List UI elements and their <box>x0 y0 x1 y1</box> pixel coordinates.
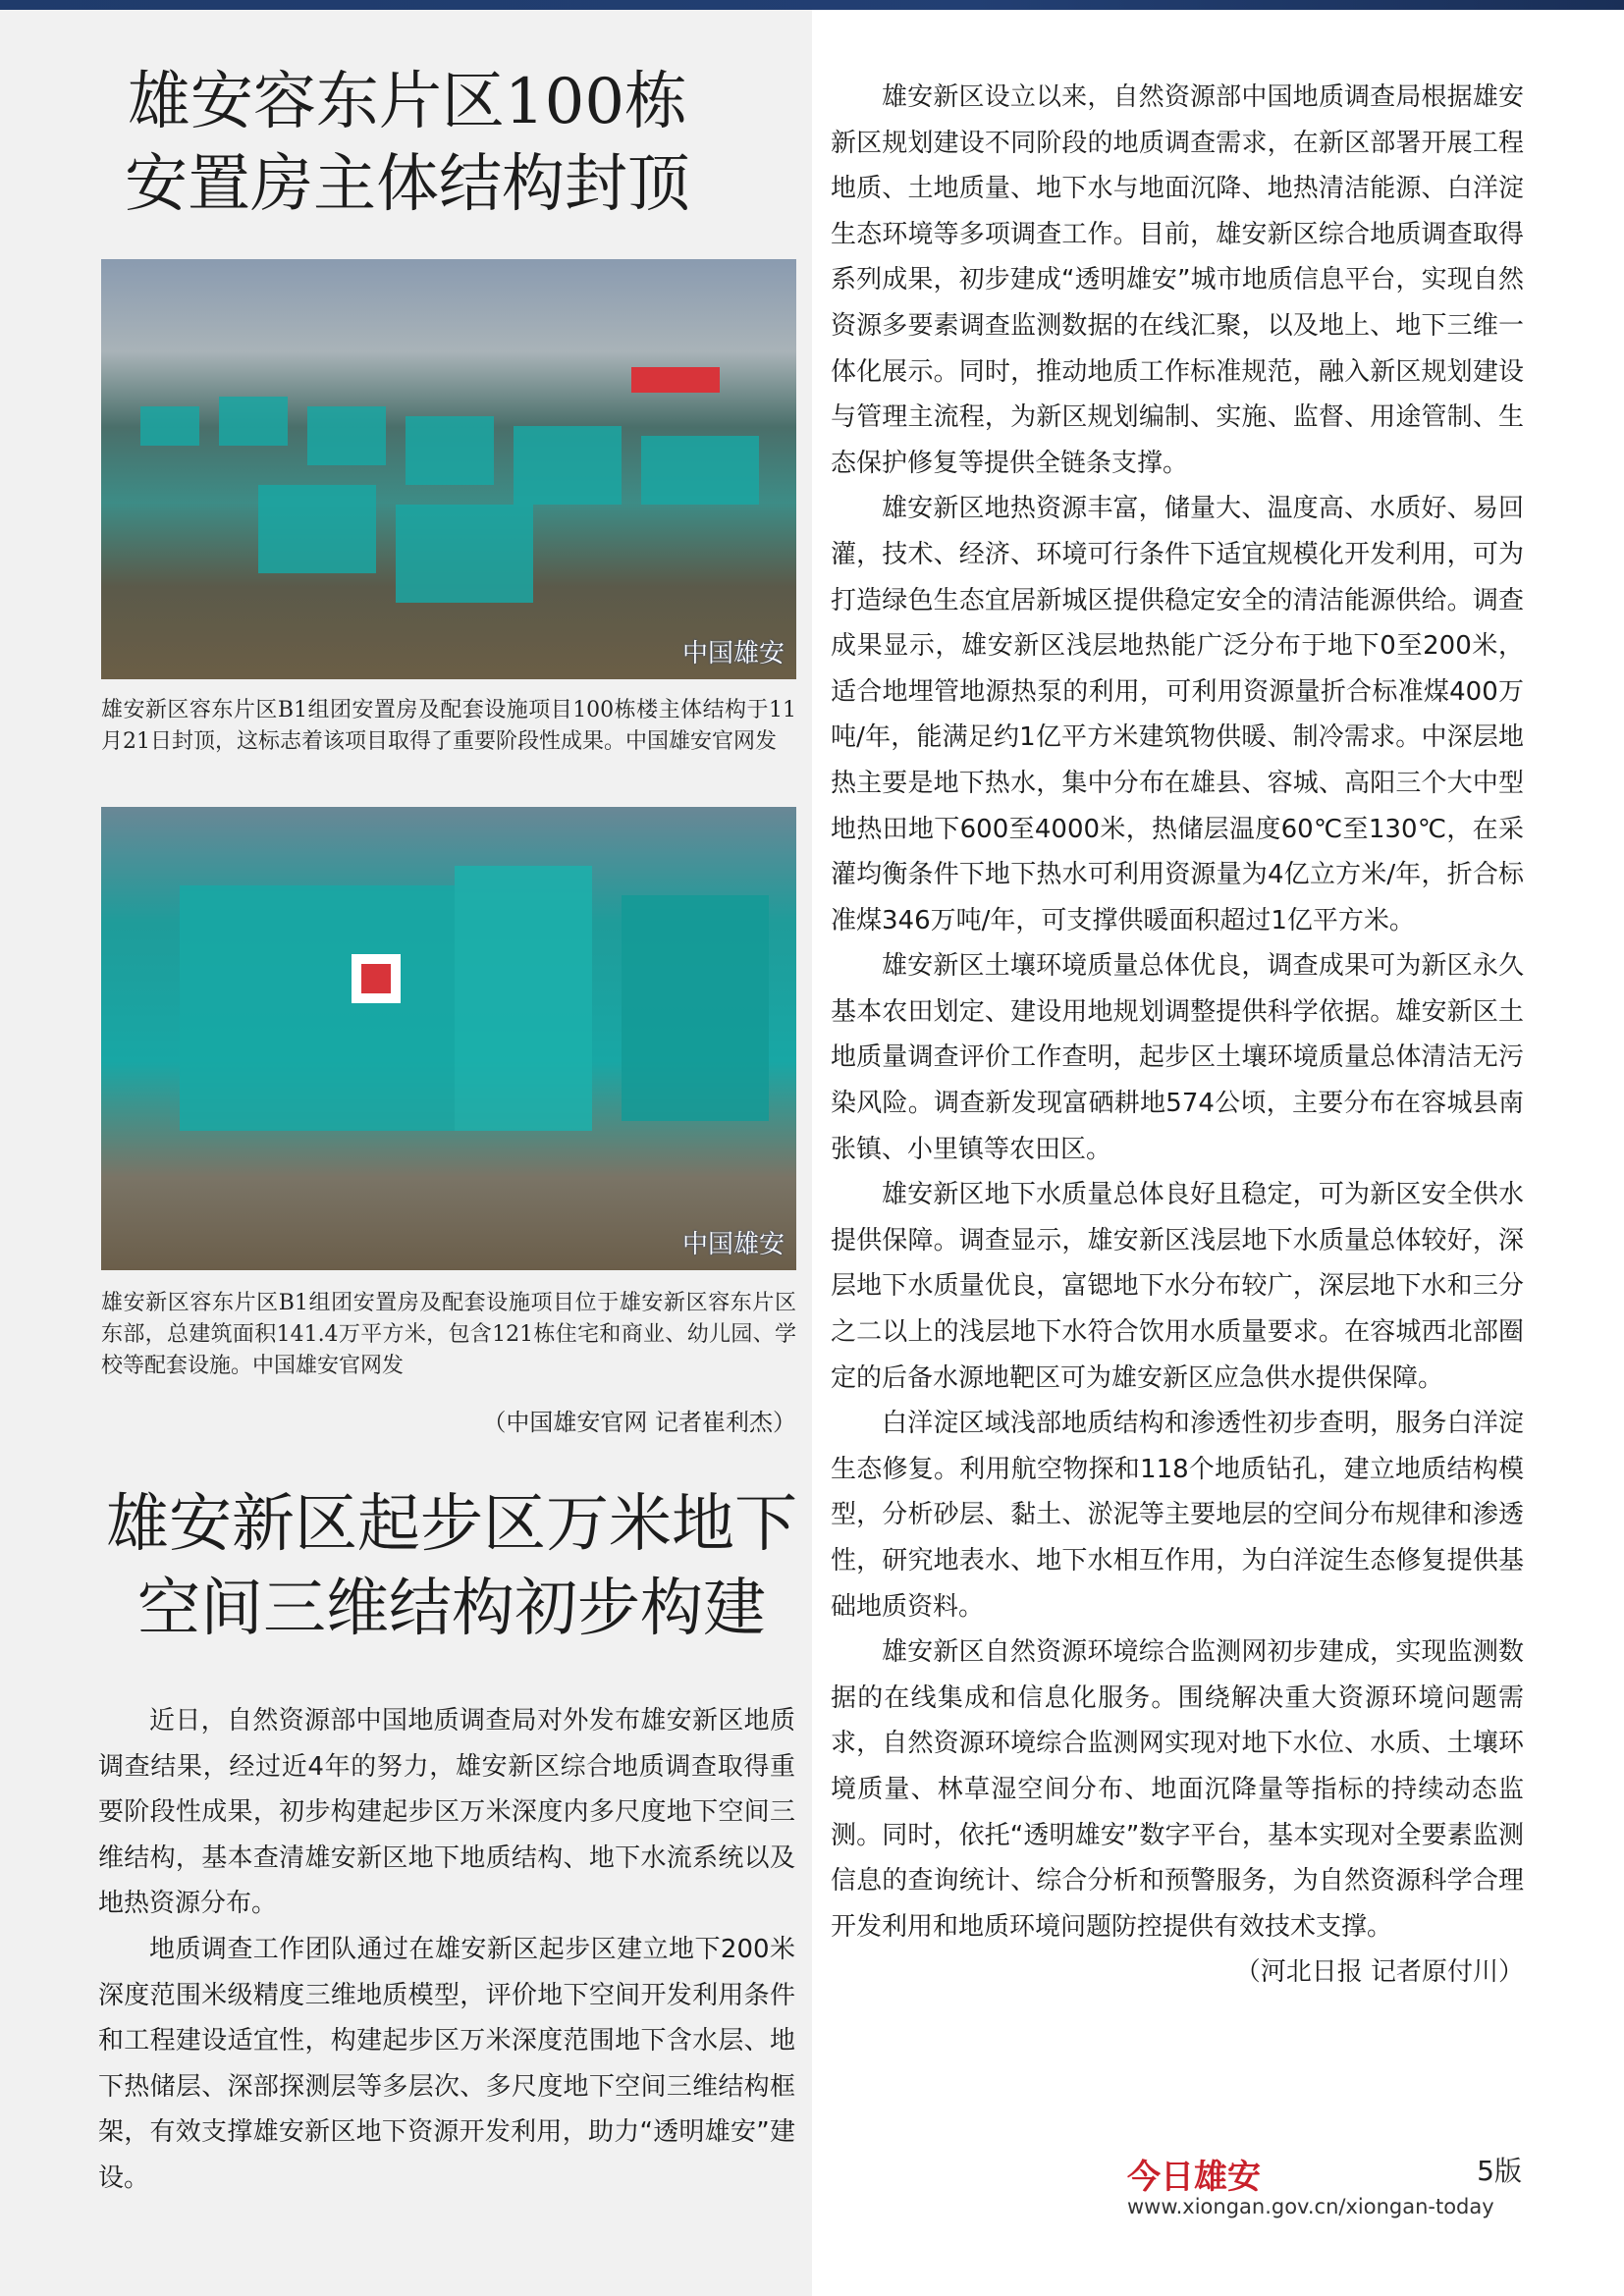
article2-body-right <box>831 75 1524 1996</box>
article2-paragraph: 雄安新区土壤环境质量总体优良，调查成果可为新区永久基本农田划定、建设用地规划调整提供科学依据。雄安新区土地质量调查评价工作查明，起步区土壤环境质量总体清洁无污染风险。调查新发现富硒耕地574公顷，主要分布在容城县南张镇、小里镇等农田区。 <box>831 951 1524 1164</box>
article2-byline: （河北日报 记者原付川） <box>1234 1957 1524 1988</box>
photo2-caption: 雄安新区容东片区B1组团安置房及配套设施项目位于雄安新区容东片区东部，总建筑面积141.4万平方米，包含121栋住宅和商业、幼儿园、学校等配套设施。中国雄安官网发 <box>101 1291 796 1378</box>
article2-paragraph: 雄安新区地下水质量总体良好且稳定，可为新区安全供水提供保障。调查显示，雄安新区浅层地下水质量总体较好，深层地下水质量优良，富锶地下水分布较广，深层地下水和三分之二以上的浅层地下水符合饮用水质量要求。在容城西北部圈定的后备水源地靶区可为雄安新区应急供水提供保障。 <box>831 1180 1524 1393</box>
photo1-caption: 雄安新区容东片区B1组团安置房及配套设施项目100栋楼主体结构于11月21日封顶，这标志着该项目取得了重要阶段性成果。中国雄安官网发 <box>101 698 796 754</box>
page-number: 5版 <box>1477 2155 1522 2187</box>
article2-paragraph: 雄安新区地热资源丰富，储量大、温度高、水质好、易回灌，技术、经济、环境可行条件下适宜规模化开发利用，可为打造绿色生态宜居新城区提供稳定安全的清洁能源供给。调查成果显示，雄安新区浅层地热能广泛分布于地下0至200米，适合地埋管地源热泵的利用，可利用资源量折合标准煤400万吨/年，能满足约1亿平方米建筑物供暖、制冷需求。中深层地热主要是地下热水，集中分布在雄县、容城、高阳三个大中型地热田地下600至4000米，热储层温度60℃至130℃，在采灌均衡条件下地下热水可利用资源量为4亿立方米/年，折合标准煤346万吨/年，可支撑供暖面积超过1亿平方米。 <box>831 494 1524 935</box>
footer-url: www.xiongan.gov.cn/xiongan-today <box>1127 2195 1494 2218</box>
publication-logo: 今日雄安 <box>1127 2158 1261 2197</box>
photo-aerial-housing-complex <box>101 259 796 679</box>
top-banner-bar <box>0 0 1624 10</box>
photo2-watermark: 中国雄安 <box>681 1230 785 1259</box>
article2-headline <box>93 1482 810 1651</box>
article2-headline-line2: 空间三维结构初步构建 <box>137 1573 766 1645</box>
article1-headline <box>88 61 727 226</box>
photo1-watermark: 中国雄安 <box>681 639 785 668</box>
article1-headline-line2: 安置房主体结构封顶 <box>125 148 690 221</box>
article2-headline-line1: 雄安新区起步区万米地下 <box>106 1488 797 1561</box>
article1-byline: （中国雄安官网 记者崔利杰） <box>482 1409 796 1436</box>
photo-building-with-crane <box>101 807 796 1270</box>
article2-paragraph: 雄安新区自然资源环境综合监测网初步建成，实现监测数据的在线集成和信息化服务。围绕解决重大资源环境问题需求，自然资源环境综合监测网实现对地下水位、水质、土壤环境质量、林草湿空间分布、地面沉降量等指标的持续动态监测。同时，依托“透明雄安”数字平台，基本实现对全要素监测信息的查询统计、综合分析和预警服务，为自然资源科学合理开发利用和地质环境问题防控提供有效技术支撑。 <box>831 1637 1524 1942</box>
article2-paragraph: 雄安新区设立以来，自然资源部中国地质调查局根据雄安新区规划建设不同阶段的地质调查需求，在新区部署开展工程地质、土地质量、地下水与地面沉降、地热清洁能源、白洋淀生态环境等多项调查工作。目前，雄安新区综合地质调查取得系列成果，初步建成“透明雄安”城市地质信息平台，实现自然资源多要素调查监测数据的在线汇聚，以及地上、地下三维一体化展示。同时，推动地质工作标准规范，融入新区规划建设与管理主流程，为新区规划编制、实施、监督、用途管制、生态保护修复等提供全链条支撑。 <box>831 82 1524 478</box>
article2-body-left <box>98 1698 795 2202</box>
article2-paragraph: 白洋淀区域浅部地质结构和渗透性初步查明，服务白洋淀生态修复。利用航空物探和118个地质钻孔，建立地质结构模型，分析砂层、黏土、淤泥等主要地层的空间分布规律和渗透性，研究地表水、地下水相互作用，为白洋淀生态修复提供基础地质资料。 <box>831 1409 1524 1622</box>
article2-paragraph: 地质调查工作团队通过在雄安新区起步区建立地下200米深度范围米级精度三维地质模型，评价地下空间开发利用条件和工程建设适宜性，构建起步区万米深度范围地下含水层、地下热储层、深部探测层等多层次、多尺度地下空间三维结构框架，有效支撑雄安新区地下资源开发利用，助力“透明雄安”建设。 <box>98 1934 795 2193</box>
article1-headline-line1: 雄安容东片区100栋 <box>127 66 688 138</box>
article2-paragraph: 近日，自然资源部中国地质调查局对外发布雄安新区地质调查结果，经过近4年的努力，雄安新区综合地质调查取得重要阶段性成果，初步构建起步区万米深度内多尺度地下空间三维结构，基本查清雄安新区地下地质结构、地下水流系统以及地热资源分布。 <box>98 1706 795 1919</box>
